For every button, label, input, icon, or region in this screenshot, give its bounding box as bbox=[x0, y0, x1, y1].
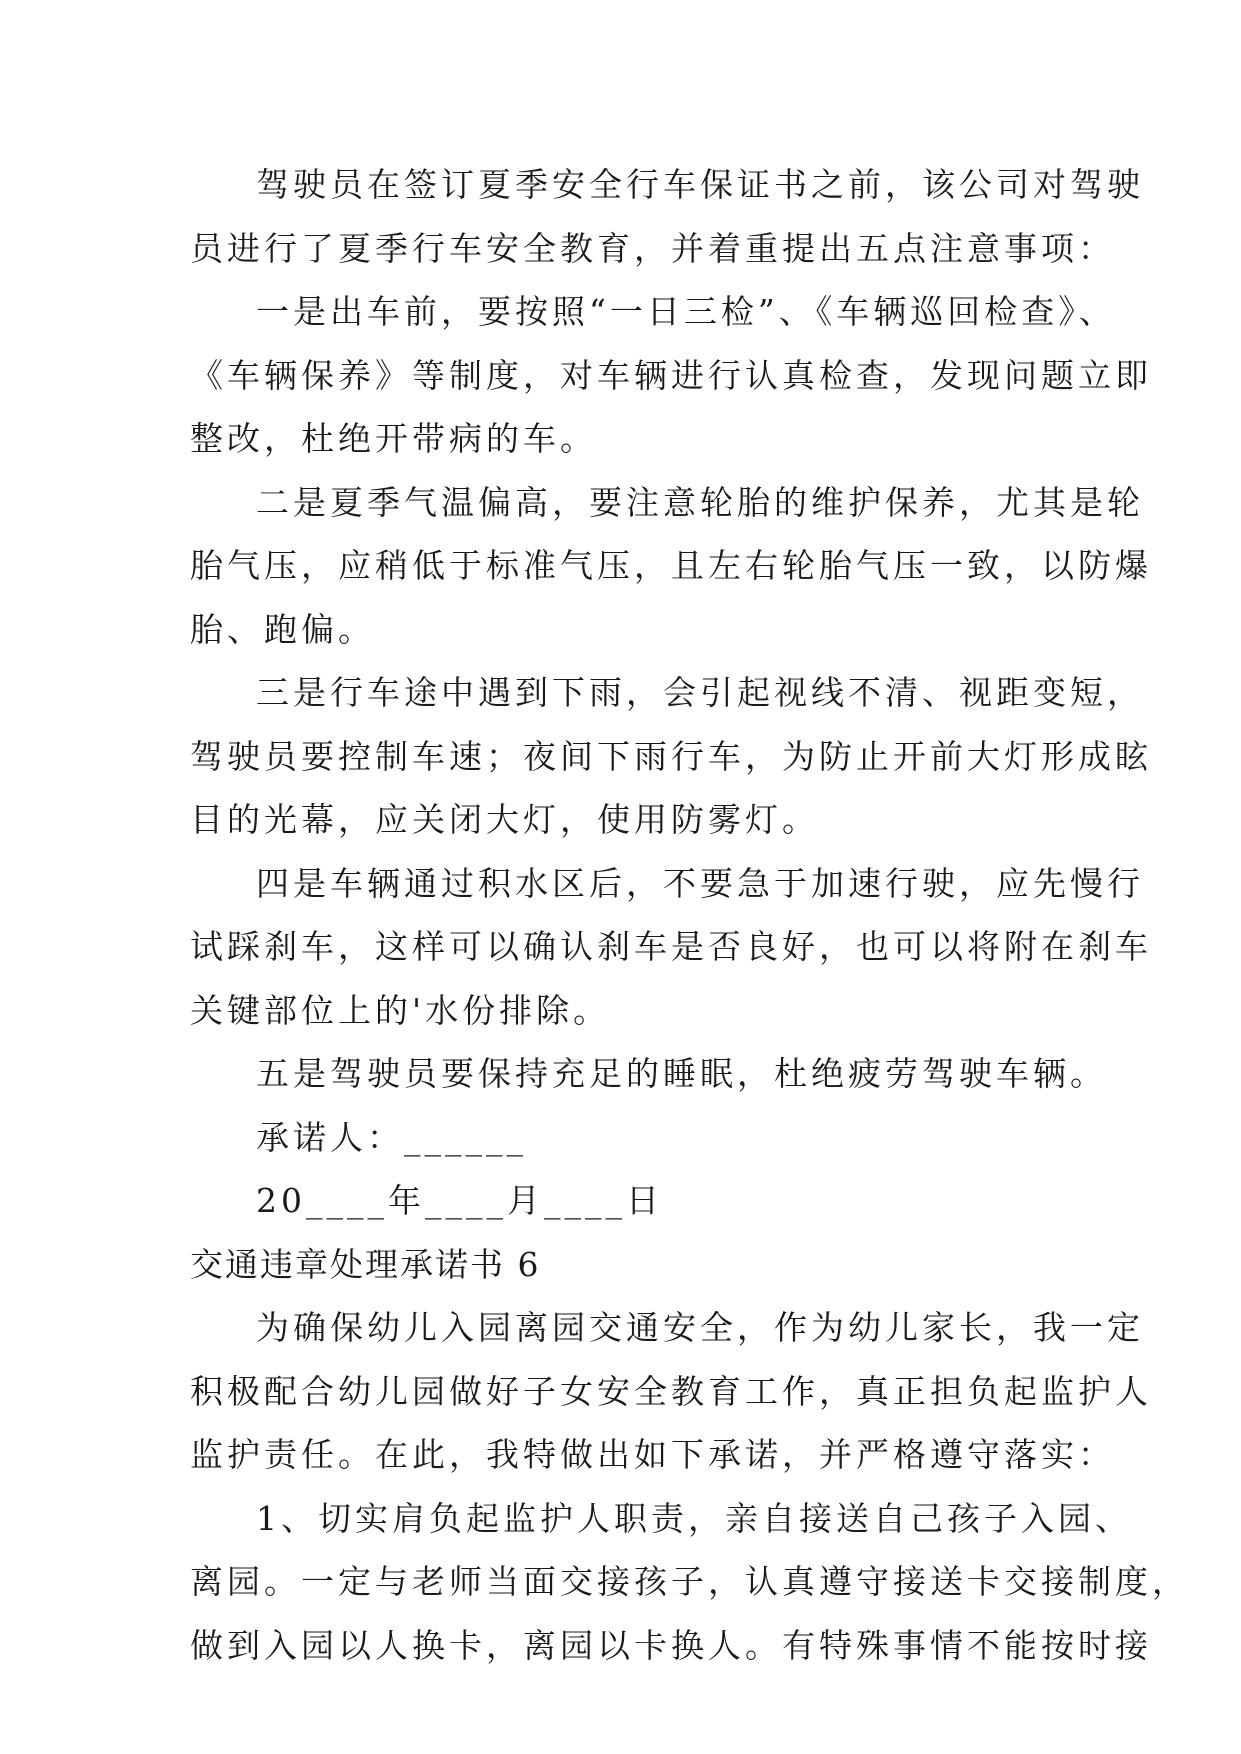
paragraph-line: 驾驶员在签订夏季安全行车保证书之前，该公司对驾驶 bbox=[256, 165, 1144, 204]
paragraph-line: 五是驾驶员要保持充足的睡眠，杜绝疲劳驾驶车辆。 bbox=[256, 1054, 1107, 1093]
paragraph-line: 关键部位上的'水份排除。 bbox=[190, 991, 611, 1030]
paragraph-line: 胎气压，应稍低于标准气压，且左右轮胎气压一致，以防爆 bbox=[190, 546, 1152, 585]
paragraph-line: 《车辆保养》等制度，对车辆进行认真检查，发现问题立即 bbox=[190, 356, 1152, 395]
paragraph-line: 做到入园以人换卡，离园以卡换人。有特殊事情不能按时接 bbox=[190, 1626, 1152, 1665]
paragraph-line: 1、切实肩负起监护人职责，亲自接送自己孩子入园、 bbox=[256, 1499, 1132, 1538]
paragraph-line: 试踩刹车，这样可以确认刹车是否良好，也可以将附在刹车 bbox=[190, 927, 1152, 966]
paragraph-line: 二是夏季气温偏高，要注意轮胎的维护保养，尤其是轮 bbox=[256, 483, 1144, 522]
date-line: 20____年____月____日 bbox=[256, 1181, 663, 1220]
paragraph-line: 驾驶员要控制车速；夜间下雨行车，为防止开前大灯形成眩 bbox=[190, 737, 1152, 776]
paragraph-line: 为确保幼儿入园离园交通安全，作为幼儿家长，我一定 bbox=[256, 1308, 1144, 1347]
paragraph-line: 胎、跑偏。 bbox=[190, 610, 375, 649]
section-heading: 交通违章处理承诺书 6 bbox=[190, 1245, 541, 1284]
paragraph-line: 积极配合幼儿园做好子女安全教育工作，真正担负起监护人 bbox=[190, 1372, 1152, 1411]
paragraph-line: 目的光幕，应关闭大灯，使用防雾灯。 bbox=[190, 800, 819, 839]
paragraph-line: 四是车辆通过积水区后，不要急于加速行驶，应先慢行 bbox=[256, 864, 1144, 903]
paragraph-line: 离园。一定与老师当面交接孩子，认真遵守接送卡交接制度， bbox=[190, 1562, 1189, 1601]
paragraph-line: 整改，杜绝开带病的车。 bbox=[190, 419, 597, 458]
paragraph-line: 监护责任。在此，我特做出如下承诺，并严格遵守落实： bbox=[190, 1435, 1115, 1474]
signature-line: 承诺人：______ bbox=[256, 1118, 527, 1157]
paragraph-line: 三是行车途中遇到下雨，会引起视线不清、视距变短， bbox=[256, 673, 1144, 712]
paragraph-line: 一是出车前，要按照“一日三检”、《车辆巡回检查》、 bbox=[256, 292, 1116, 331]
paragraph-line: 员进行了夏季行车安全教育，并着重提出五点注意事项： bbox=[190, 229, 1115, 268]
